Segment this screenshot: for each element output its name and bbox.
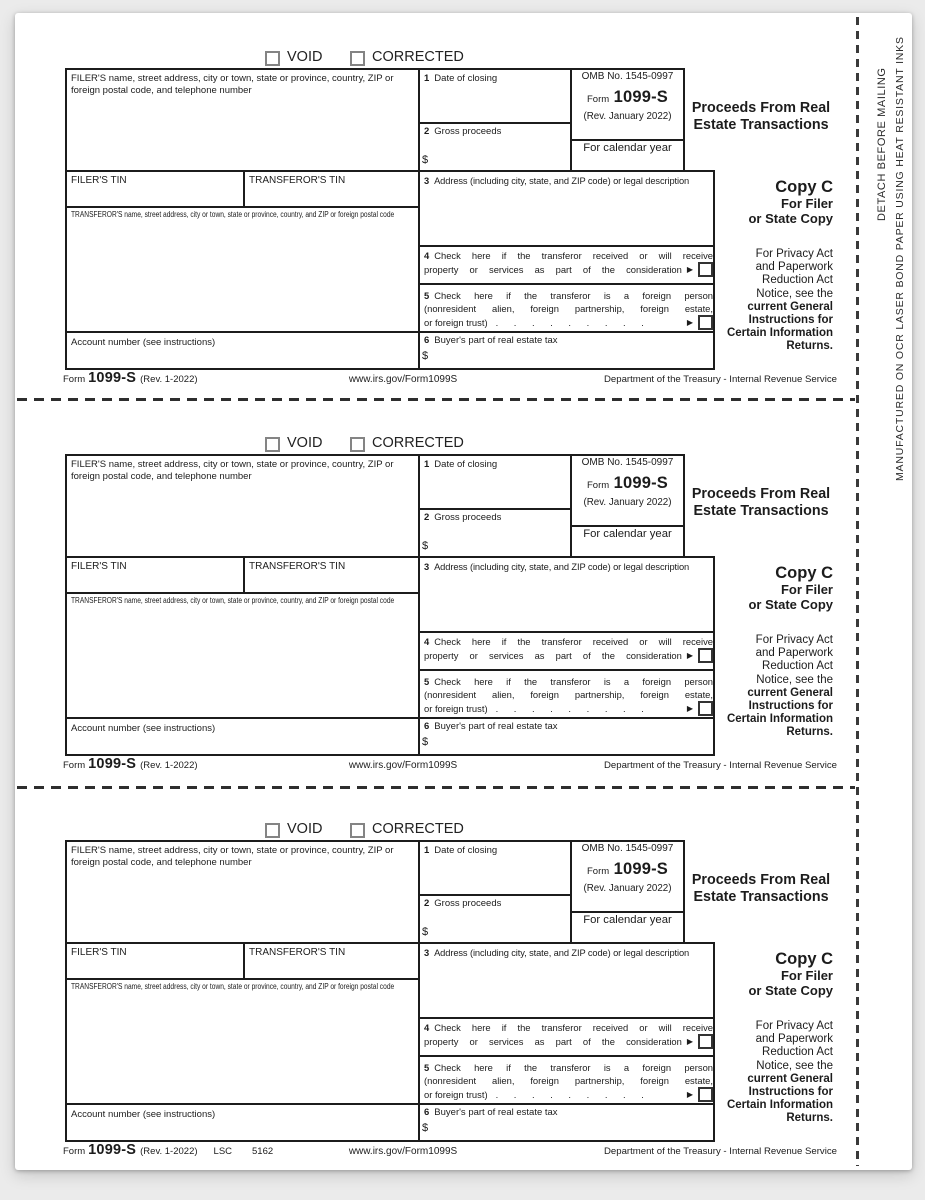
account-number-field[interactable]: Account number (see instructions)	[71, 723, 216, 734]
arrow-right-icon: ▶	[686, 317, 693, 327]
box4-consideration-check: 4 Check here if the transferor received or will receive property or services as part of the consideration ▶	[424, 1022, 713, 1047]
border-line	[418, 631, 715, 633]
border-line	[243, 170, 245, 208]
box6-buyers-tax-field[interactable]: 6 Buyer's part of real estate tax	[424, 721, 558, 732]
box5-foreign-person-check: 5 Check here if the transferor is a foreign person (nonresident alien, foreign partnership, foreign estate, or foreign trust) . . . . . . . . . ▶	[424, 676, 713, 714]
box5-foreign-person-check: 5 Check here if the transferor is a foreign person (nonresident alien, foreign partnership, foreign estate, or foreign trust) . . . . . . . . . ▶	[424, 290, 713, 328]
filer-info-field[interactable]: FILER'S name, street address, city or town, state or province, country, ZIP or foreign postal code, and telephone number	[71, 73, 394, 96]
copy-designation: Copy C For Filer or State Copy	[748, 178, 833, 226]
border-line	[683, 454, 685, 558]
box2-gross-proceeds-field[interactable]: 2 Gross proceeds	[424, 898, 502, 909]
form-number-line: Form 1099-S	[586, 474, 669, 492]
filer-info-field[interactable]: FILER'S name, street address, city or town, state or province, country, ZIP or foreign postal code, and telephone number	[71, 845, 394, 868]
border-line	[418, 245, 715, 247]
calendar-year-field[interactable]: For calendar year	[583, 142, 672, 154]
box4-consideration-check: 4 Check here if the transferor received or will receive property or services as part of the consideration ▶	[424, 636, 713, 661]
box6-dollar-sign: $	[422, 1122, 429, 1134]
filers-tin-field[interactable]: FILER'S TIN	[71, 561, 127, 572]
corrected-checkbox[interactable]	[350, 823, 365, 838]
transferors-tin-field[interactable]: TRANSFEROR'S TIN	[249, 947, 346, 958]
arrow-right-icon: ▶	[686, 264, 693, 274]
omb-number: OMB No. 1545-0997	[581, 457, 674, 468]
border-line	[65, 840, 685, 842]
footer-department: Department of the Treasury - Internal Revenue Service	[603, 760, 837, 771]
footer-department: Department of the Treasury - Internal Revenue Service	[603, 374, 837, 385]
corrected-label: CORRECTED	[372, 435, 464, 451]
box1-date-of-closing-field[interactable]: 1 Date of closing	[424, 73, 498, 84]
revision-label: (Rev. January 2022)	[583, 883, 672, 894]
form-title: Proceeds From Real Estate Transactions	[691, 100, 831, 133]
omb-number: OMB No. 1545-0997	[581, 843, 674, 854]
void-checkbox[interactable]	[265, 823, 280, 838]
corrected-checkbox[interactable]	[350, 437, 365, 452]
dot-leaders: . . . . . . . . .	[495, 703, 644, 714]
manufactured-label: MANUFACTURED ON OCR LASER BOND PAPER USING HEAT RESISTANT INKS	[894, 36, 906, 481]
transferor-name-field[interactable]: TRANSFEROR'S name, street address, city or town, state or province, country, and ZIP or foreign postal code	[71, 982, 395, 991]
box6-buyers-tax-field[interactable]: 6 Buyer's part of real estate tax	[424, 1107, 558, 1118]
form-number-line: Form 1099-S	[586, 860, 669, 878]
border-line	[65, 68, 67, 370]
border-line	[570, 525, 685, 527]
filers-tin-field[interactable]: FILER'S TIN	[71, 175, 127, 186]
border-line	[65, 1103, 715, 1105]
box2-gross-proceeds-field[interactable]: 2 Gross proceeds	[424, 512, 502, 523]
box2-dollar-sign: $	[422, 154, 429, 166]
footer-product-code: 5162	[252, 1146, 274, 1157]
border-line	[418, 1055, 715, 1057]
copy-designation: Copy C For Filer or State Copy	[748, 564, 833, 612]
account-number-field[interactable]: Account number (see instructions)	[71, 337, 216, 348]
border-line	[570, 911, 685, 913]
box2-dollar-sign: $	[422, 926, 429, 938]
detach-before-mailing-label: DETACH BEFORE MAILING	[876, 67, 888, 221]
form-1099s-copy-2	[15, 436, 912, 776]
calendar-year-field[interactable]: For calendar year	[583, 914, 672, 926]
void-checkbox[interactable]	[265, 437, 280, 452]
border-line	[418, 68, 420, 370]
perforation-line-2	[17, 786, 855, 789]
dot-leaders: . . . . . . . . .	[495, 317, 644, 328]
corrected-label: CORRECTED	[372, 821, 464, 837]
privacy-act-notice: For Privacy Act and Paperwork Reduction Act Notice, see the current General Instructions for Certain Information Returns.	[726, 634, 833, 739]
dot-leaders: . . . . . . . . .	[495, 1089, 644, 1100]
border-line	[418, 840, 420, 1142]
border-line	[418, 508, 570, 510]
box5-foreign-person-check: 5 Check here if the transferor is a foreign person (nonresident alien, foreign partnership, foreign estate, or foreign trust) . . . . . . . . . ▶	[424, 1062, 713, 1100]
corrected-checkbox[interactable]	[350, 51, 365, 66]
border-line	[65, 454, 685, 456]
calendar-year-field[interactable]: For calendar year	[583, 528, 672, 540]
box1-date-of-closing-field[interactable]: 1 Date of closing	[424, 845, 498, 856]
border-line	[65, 942, 715, 944]
transferor-name-field[interactable]: TRANSFEROR'S name, street address, city or town, state or province, country, and ZIP or foreign postal code	[71, 210, 395, 219]
void-checkbox[interactable]	[265, 51, 280, 66]
privacy-act-notice: For Privacy Act and Paperwork Reduction Act Notice, see the current General Instructions for Certain Information Returns.	[726, 248, 833, 353]
border-line	[65, 556, 715, 558]
footer-lsc-code: LSC	[213, 1146, 233, 1157]
footer-department: Department of the Treasury - Internal Revenue Service	[603, 1146, 837, 1157]
account-number-field[interactable]: Account number (see instructions)	[71, 1109, 216, 1120]
arrow-right-icon: ▶	[686, 1089, 693, 1099]
arrow-right-icon: ▶	[686, 1036, 693, 1046]
box2-gross-proceeds-field[interactable]: 2 Gross proceeds	[424, 126, 502, 137]
revision-label: (Rev. January 2022)	[583, 111, 672, 122]
filer-info-field[interactable]: FILER'S name, street address, city or town, state or province, country, ZIP or foreign postal code, and telephone number	[71, 459, 394, 482]
transferors-tin-field[interactable]: TRANSFEROR'S TIN	[249, 561, 346, 572]
arrow-right-icon: ▶	[686, 703, 693, 713]
omb-number: OMB No. 1545-0997	[581, 71, 674, 82]
border-line	[65, 68, 685, 70]
border-line	[418, 122, 570, 124]
footer-irs-url[interactable]: www.irs.gov/Form1099S	[348, 760, 458, 771]
border-line	[65, 454, 67, 756]
copy-designation: Copy C For Filer or State Copy	[748, 950, 833, 998]
footer-irs-url[interactable]: www.irs.gov/Form1099S	[348, 1146, 458, 1157]
border-line	[418, 894, 570, 896]
filers-tin-field[interactable]: FILER'S TIN	[71, 947, 127, 958]
footer-form-id: Form 1099-S (Rev. 1-2022) LSC 5162	[63, 1142, 274, 1158]
detach-perforation-line	[856, 17, 859, 1166]
revision-label: (Rev. January 2022)	[583, 497, 672, 508]
privacy-act-notice: For Privacy Act and Paperwork Reduction Act Notice, see the current General Instructions for Certain Information Returns.	[726, 1020, 833, 1125]
border-line	[683, 68, 685, 172]
transferor-name-field[interactable]: TRANSFEROR'S name, street address, city or town, state or province, country, and ZIP or foreign postal code	[71, 596, 395, 605]
border-line	[65, 331, 715, 333]
border-line	[683, 840, 685, 944]
border-line	[65, 170, 715, 172]
form-sheet-1099s	[15, 13, 912, 1170]
form-title: Proceeds From Real Estate Transactions	[691, 872, 831, 905]
border-line	[570, 139, 685, 141]
form-number-line: Form 1099-S	[586, 88, 669, 106]
border-line	[418, 454, 420, 756]
corrected-label: CORRECTED	[372, 49, 464, 65]
box3-address-field[interactable]: 3 Address (including city, state, and ZIP code) or legal description	[424, 176, 690, 186]
void-label: VOID	[287, 821, 323, 837]
border-line	[418, 1017, 715, 1019]
border-line	[418, 669, 715, 671]
box3-address-field[interactable]: 3 Address (including city, state, and ZIP code) or legal description	[424, 948, 690, 958]
border-line	[243, 942, 245, 980]
void-label: VOID	[287, 435, 323, 451]
form-1099s-copy-3	[15, 822, 912, 1162]
box6-dollar-sign: $	[422, 736, 429, 748]
footer-form-id: Form 1099-S (Rev. 1-2022)	[63, 756, 198, 772]
border-line	[418, 283, 715, 285]
border-line	[243, 556, 245, 594]
arrow-right-icon: ▶	[686, 650, 693, 660]
omb-block	[572, 843, 683, 894]
footer-form-id: Form 1099-S (Rev. 1-2022)	[63, 370, 198, 386]
box6-dollar-sign: $	[422, 350, 429, 362]
omb-block	[572, 71, 683, 122]
box2-dollar-sign: $	[422, 540, 429, 552]
border-line	[65, 717, 715, 719]
footer-irs-url[interactable]: www.irs.gov/Form1099S	[348, 374, 458, 385]
form-title: Proceeds From Real Estate Transactions	[691, 486, 831, 519]
box3-address-field[interactable]: 3 Address (including city, state, and ZIP code) or legal description	[424, 562, 690, 572]
box6-buyers-tax-field[interactable]: 6 Buyer's part of real estate tax	[424, 335, 558, 346]
form-1099s-copy-1	[15, 50, 912, 390]
transferors-tin-field[interactable]: TRANSFEROR'S TIN	[249, 175, 346, 186]
box4-consideration-check: 4 Check here if the transferor received or will receive property or services as part of the consideration ▶	[424, 250, 713, 275]
perforation-line-1	[17, 398, 855, 401]
omb-block	[572, 457, 683, 508]
void-label: VOID	[287, 49, 323, 65]
box1-date-of-closing-field[interactable]: 1 Date of closing	[424, 459, 498, 470]
border-line	[65, 840, 67, 1142]
